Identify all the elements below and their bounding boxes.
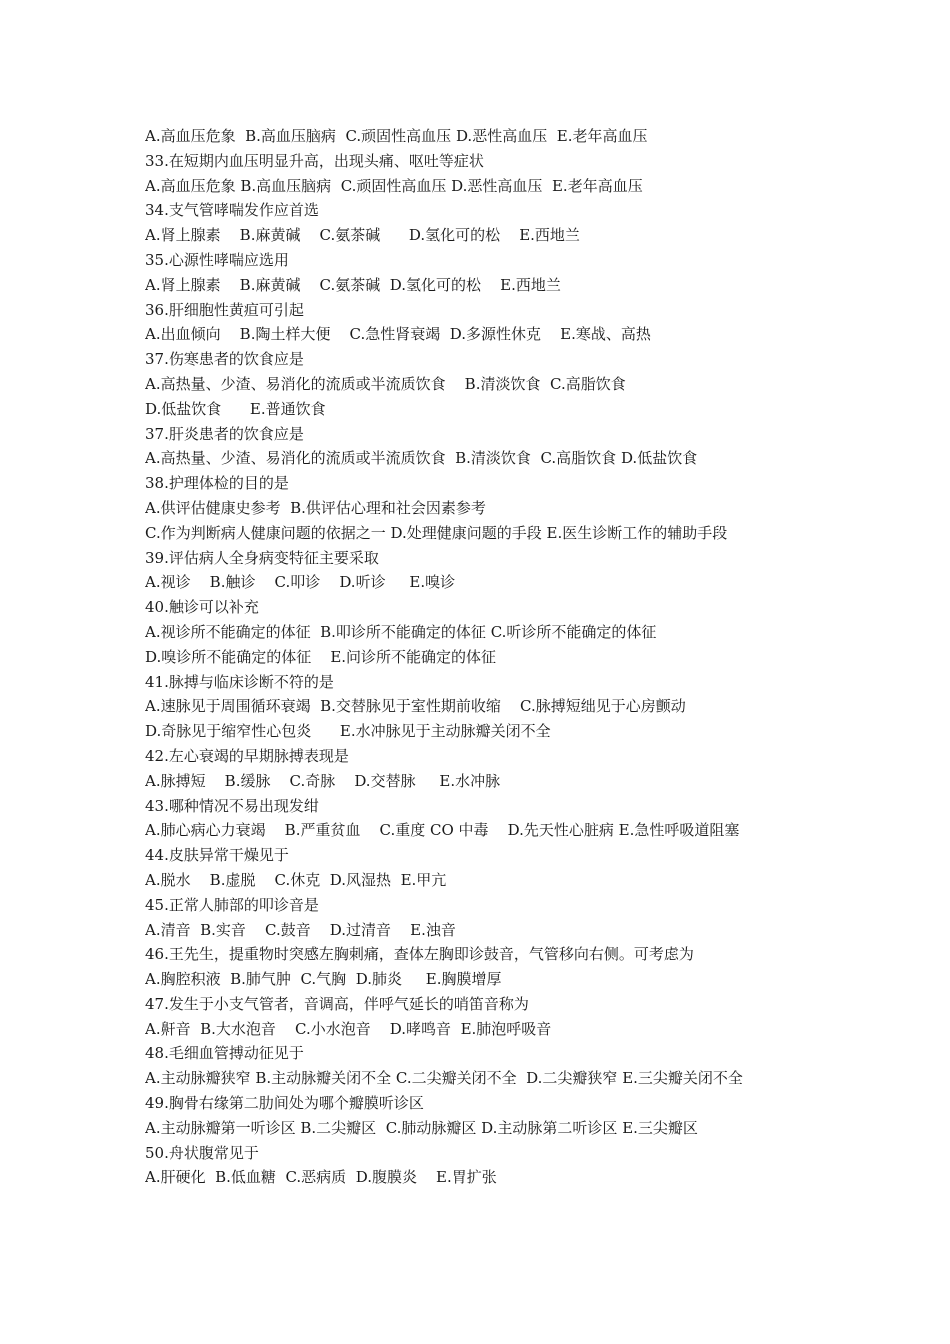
question-41: 41.脉搏与临床诊断不符的是 [145, 672, 334, 691]
question-35: 35.心源性哮喘应选用 [145, 250, 289, 269]
answer-options-line: A.肾上腺素 B.麻黄碱 C.氨茶碱 D.氢化可的松 E.西地兰 [145, 275, 561, 294]
answer-options-line: A.高热量、少渣、易消化的流质或半流质饮食 B.清淡饮食 C.高脂饮食 D.低盐饮食 [145, 449, 698, 468]
question-33: 33.在短期内血压明显升高，出现头痛、呕吐等症状 [145, 151, 484, 170]
question-42: 42.左心衰竭的早期脉搏表现是 [145, 746, 349, 765]
answer-options-line: D.低盐饮食 E.普通饮食 [145, 399, 326, 418]
answer-options-line: A.视诊所不能确定的体征 B.叩诊所不能确定的体征 C.听诊所不能确定的体征 [145, 622, 657, 641]
question-37a: 37.伤寒患者的饮食应是 [145, 350, 304, 369]
question-49: 49.胸骨右缘第二肋间处为哪个瓣膜听诊区 [145, 1094, 424, 1113]
answer-options-line: D.嗅诊所不能确定的体征 E.问诊所不能确定的体征 [145, 647, 497, 666]
question-43: 43.哪种情况不易出现发绀 [145, 796, 319, 815]
answer-options-line: A.高血压危象 B.高血压脑病 C.顽固性高血压 D.恶性高血压 E.老年高血压 [145, 176, 643, 195]
answer-options-line: A.速脉见于周围循环衰竭 B.交替脉见于室性期前收缩 C.脉搏短绌见于心房颤动 [145, 697, 686, 716]
question-46: 46.王先生，提重物时突感左胸刺痛，查体左胸即诊鼓音，气管移向右侧。可考虑为 [145, 945, 694, 964]
answer-options-line: A.脉搏短 B.缓脉 C.奇脉 D.交替脉 E.水冲脉 [145, 771, 501, 790]
answer-options-line: D.奇脉见于缩窄性心包炎 E.水冲脉见于主动脉瓣关闭不全 [145, 722, 551, 741]
answer-options-line: C.作为判断病人健康问题的依据之一 D.处理健康问题的手段 E.医生诊断工作的辅助手段 [145, 523, 728, 542]
answer-options-line: A.肾上腺素 B.麻黄碱 C.氨茶碱 D.氢化可的松 E.西地兰 [145, 226, 580, 245]
answer-options-line: A.主动脉瓣狭窄 B.主动脉瓣关闭不全 C.二尖瓣关闭不全 D.二尖瓣狭窄 E.三尖瓣关闭不全 [145, 1069, 743, 1088]
answer-options-line: A.高热量、少渣、易消化的流质或半流质饮食 B.清淡饮食 C.高脂饮食 [145, 374, 626, 393]
answer-options-line: A.鼾音 B.大水泡音 C.小水泡音 D.哮鸣音 E.肺泡呼吸音 [145, 1019, 552, 1038]
question-47: 47.发生于小支气管者，音调高，伴呼气延长的哨笛音称为 [145, 994, 529, 1013]
question-34: 34.支气管哮喘发作应首选 [145, 201, 319, 220]
answer-options-line: A.主动脉瓣第一听诊区 B.二尖瓣区 C.肺动脉瓣区 D.主动脉第二听诊区 E.三尖瓣区 [145, 1118, 698, 1137]
question-38: 38.护理体检的目的是 [145, 474, 289, 493]
question-37b: 37.肝炎患者的饮食应是 [145, 424, 304, 443]
answer-options-line: A.清音 B.实音 C.鼓音 D.过清音 E.浊音 [145, 920, 456, 939]
answer-options-line: A.视诊 B.触诊 C.叩诊 D.听诊 E.嗅诊 [145, 573, 456, 592]
answer-options-line: A.出血倾向 B.陶土样大便 C.急性肾衰竭 D.多源性休克 E.寒战、高热 [145, 325, 651, 344]
question-50: 50.舟状腹常见于 [145, 1143, 259, 1162]
answer-options-line: A.肺心病心力衰竭 B.严重贫血 C.重度 CO 中毒 D.先天性心脏病 E.急性呼吸道阻塞 [145, 821, 740, 840]
answer-options-line: A.供评估健康史参考 B.供评估心理和社会因素参考 [145, 498, 486, 517]
question-45: 45.正常人肺部的叩诊音是 [145, 895, 319, 914]
answer-options-line: A.胸腔积液 B.肺气肿 C.气胸 D.肺炎 E.胸膜增厚 [145, 970, 502, 989]
question-36: 36.肝细胞性黄疸可引起 [145, 300, 304, 319]
question-48: 48.毛细血管搏动征见于 [145, 1044, 304, 1063]
question-40: 40.触诊可以补充 [145, 598, 259, 617]
answer-options-line: A.脱水 B.虚脱 C.休克 D.风湿热 E.甲亢 [145, 870, 447, 889]
question-39: 39.评估病人全身病变特征主要采取 [145, 548, 379, 567]
answer-options-line: A.肝硬化 B.低血糖 C.恶病质 D.腹膜炎 E.胃扩张 [145, 1168, 497, 1187]
document-body [145, 124, 825, 1190]
answer-options-line: A.高血压危象 B.高血压脑病 C.顽固性高血压 D.恶性高血压 E.老年高血压 [145, 127, 648, 145]
question-44: 44.皮肤异常干燥见于 [145, 846, 289, 865]
